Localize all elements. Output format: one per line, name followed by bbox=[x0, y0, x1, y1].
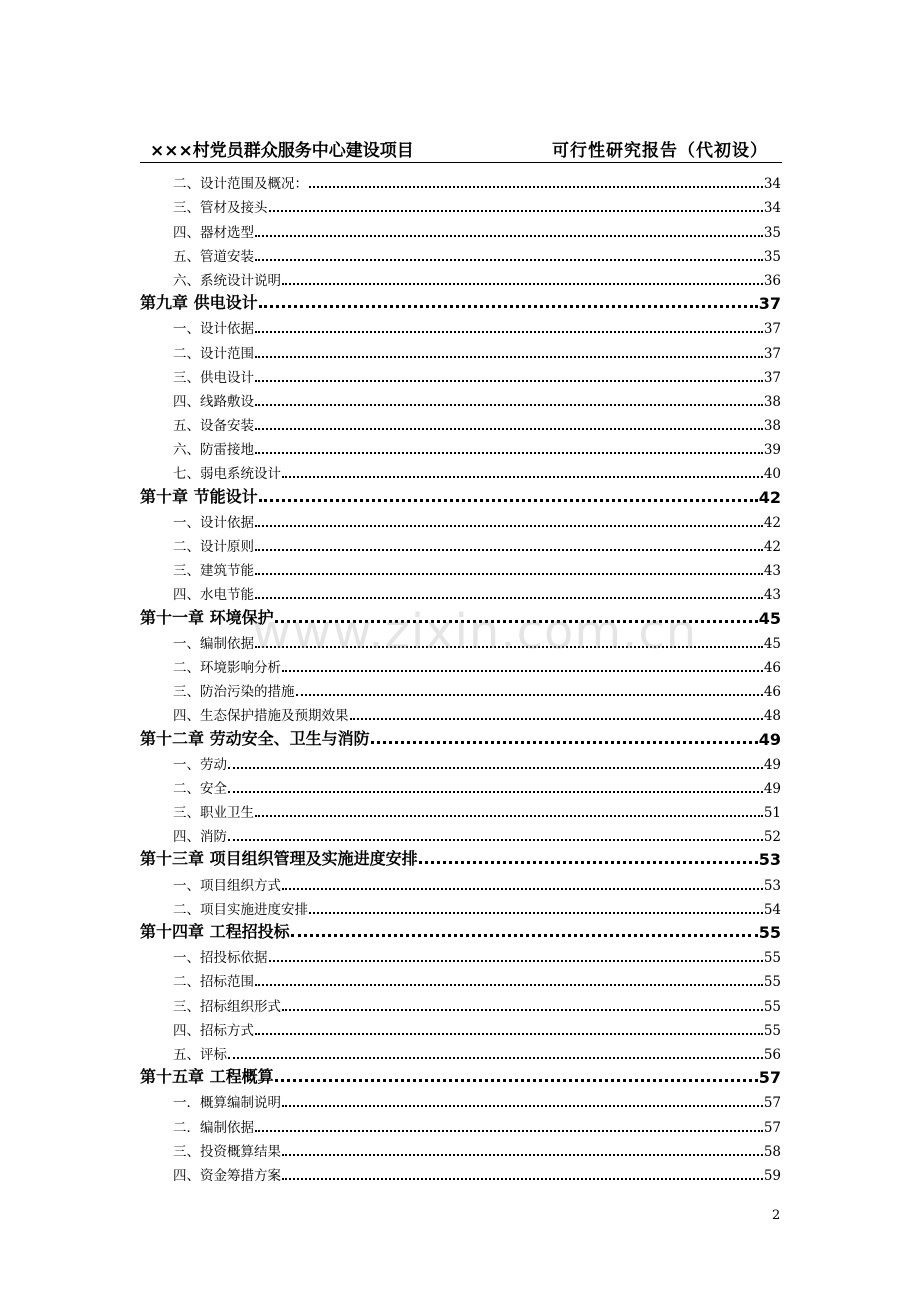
toc-dot-leader bbox=[371, 741, 758, 744]
table-of-contents bbox=[140, 168, 781, 1184]
toc-entry-title: 第十三章 项目组织管理及实施进度安排 bbox=[140, 849, 418, 869]
toc-entry-page: 35 bbox=[763, 248, 781, 265]
toc-dot-leader bbox=[255, 1033, 763, 1035]
toc-entry-page: 53 bbox=[763, 877, 781, 894]
toc-section-entry[interactable] bbox=[140, 1015, 781, 1039]
toc-section-entry[interactable] bbox=[140, 265, 781, 289]
toc-dot-leader bbox=[255, 428, 763, 430]
toc-entry-page: 34 bbox=[763, 176, 781, 193]
toc-dot-leader bbox=[282, 670, 763, 672]
toc-chapter-entry[interactable] bbox=[140, 845, 781, 869]
toc-section-entry[interactable] bbox=[140, 579, 781, 603]
toc-entry-page: 45 bbox=[763, 635, 781, 652]
toc-entry-page: 55 bbox=[758, 923, 781, 942]
toc-entry-title: 四、资金筹措方案 bbox=[173, 1167, 281, 1184]
toc-entry-page: 35 bbox=[763, 224, 781, 241]
toc-section-entry[interactable] bbox=[140, 531, 781, 555]
toc-entry-title: 三、招标组织形式 bbox=[173, 998, 281, 1015]
toc-entry-page: 49 bbox=[763, 780, 781, 797]
toc-section-entry[interactable] bbox=[140, 458, 781, 482]
toc-entry-title: 一、设计依据 bbox=[173, 514, 254, 531]
toc-section-entry[interactable] bbox=[140, 410, 781, 434]
toc-entry-page: 52 bbox=[763, 829, 781, 846]
toc-chapter-entry[interactable] bbox=[140, 724, 781, 748]
toc-section-entry[interactable] bbox=[140, 1087, 781, 1111]
toc-section-entry[interactable] bbox=[140, 168, 781, 192]
toc-dot-leader bbox=[309, 912, 763, 914]
toc-entry-title: 三、职业卫生 bbox=[173, 805, 254, 822]
toc-entry-title: 四、线路敷设 bbox=[173, 393, 254, 410]
toc-dot-leader bbox=[419, 861, 758, 864]
toc-chapter-entry[interactable] bbox=[140, 1063, 781, 1087]
toc-entry-title: 第十五章 工程概算 bbox=[140, 1067, 274, 1087]
toc-section-entry[interactable] bbox=[140, 434, 781, 458]
toc-dot-leader bbox=[255, 259, 763, 261]
toc-section-entry[interactable] bbox=[140, 386, 781, 410]
toc-entry-page: 34 bbox=[763, 200, 781, 217]
toc-section-entry[interactable] bbox=[140, 894, 781, 918]
toc-section-entry[interactable] bbox=[140, 337, 781, 361]
toc-dot-leader bbox=[269, 210, 763, 212]
toc-entry-title: 第十章 节能设计 bbox=[140, 486, 258, 506]
toc-dot-leader bbox=[275, 1079, 758, 1082]
toc-entry-page: 55 bbox=[763, 950, 781, 967]
toc-entry-page: 42 bbox=[763, 514, 781, 531]
toc-section-entry[interactable] bbox=[140, 749, 781, 773]
toc-entry-page: 59 bbox=[763, 1167, 781, 1184]
toc-dot-leader bbox=[255, 356, 763, 358]
toc-chapter-entry[interactable] bbox=[140, 482, 781, 506]
toc-section-entry[interactable] bbox=[140, 216, 781, 240]
toc-dot-leader bbox=[350, 718, 763, 720]
toc-entry-page: 57 bbox=[763, 1095, 781, 1112]
toc-entry-page: 58 bbox=[763, 1143, 781, 1160]
toc-dot-leader bbox=[255, 597, 763, 599]
toc-entry-title: 七、弱电系统设计 bbox=[173, 466, 281, 483]
toc-entry-title: 三、建筑节能 bbox=[173, 563, 254, 580]
toc-entry-title: 第十四章 工程招投标 bbox=[140, 922, 290, 941]
page-header bbox=[140, 132, 782, 163]
toc-section-entry[interactable] bbox=[140, 869, 781, 893]
toc-section-entry[interactable] bbox=[140, 1111, 781, 1135]
toc-dot-leader bbox=[255, 452, 763, 454]
toc-entry-page: 53 bbox=[758, 850, 781, 870]
toc-entry-title: 五、管道安装 bbox=[173, 248, 254, 265]
toc-dot-leader bbox=[282, 1105, 763, 1107]
toc-entry-page: 37 bbox=[763, 321, 781, 338]
toc-entry-page: 57 bbox=[763, 1119, 781, 1136]
toc-entry-page: 55 bbox=[763, 998, 781, 1015]
toc-section-entry[interactable] bbox=[140, 1039, 781, 1063]
toc-dot-leader bbox=[282, 283, 763, 285]
toc-entry-page: 37 bbox=[763, 345, 781, 362]
toc-entry-title: 二、设计范围 bbox=[173, 345, 254, 362]
toc-dot-leader bbox=[255, 404, 763, 406]
toc-entry-page: 40 bbox=[763, 466, 781, 483]
toc-dot-leader bbox=[255, 525, 763, 527]
toc-section-entry[interactable] bbox=[140, 1136, 781, 1160]
toc-entry-title: 二、设计原则 bbox=[173, 539, 254, 555]
toc-entry-page: 42 bbox=[763, 539, 781, 555]
watermark: www.zixin.com.cn bbox=[252, 604, 698, 660]
toc-dot-leader bbox=[275, 620, 758, 623]
toc-entry-page: 49 bbox=[763, 756, 781, 773]
toc-dot-leader bbox=[282, 888, 763, 890]
toc-entry-page: 55 bbox=[763, 1022, 781, 1039]
toc-section-entry[interactable] bbox=[140, 652, 781, 676]
header-report-title: 可行性研究报告（代初设） bbox=[552, 141, 768, 161]
toc-entry-page: 42 bbox=[758, 487, 781, 507]
toc-entry-title: 二、项目实施进度安排 bbox=[173, 901, 308, 918]
toc-section-entry[interactable] bbox=[140, 313, 781, 337]
toc-entry-title: 二、设计范围及概况： bbox=[173, 176, 308, 193]
toc-entry-title: 三、防治污染的措施 bbox=[173, 684, 295, 701]
toc-entry-page: 55 bbox=[763, 974, 781, 991]
toc-entry-title: 二．编制依据 bbox=[173, 1119, 254, 1136]
toc-entry-page: 54 bbox=[763, 901, 781, 918]
toc-dot-leader bbox=[259, 305, 758, 308]
toc-entry-title: 第十二章 劳动安全、卫生与消防 bbox=[140, 728, 370, 748]
toc-section-entry[interactable] bbox=[140, 1160, 781, 1184]
toc-entry-page: 45 bbox=[758, 608, 781, 628]
toc-section-entry[interactable] bbox=[140, 628, 781, 652]
toc-dot-leader bbox=[291, 934, 758, 937]
toc-dot-leader bbox=[228, 767, 763, 769]
toc-entry-title: 六、防雷接地 bbox=[173, 442, 254, 459]
toc-section-entry[interactable] bbox=[140, 773, 781, 797]
toc-entry-page: 46 bbox=[763, 684, 781, 701]
toc-entry-title: 四、生态保护措施及预期效果 bbox=[173, 708, 349, 725]
toc-section-entry[interactable] bbox=[140, 966, 781, 990]
toc-section-entry[interactable] bbox=[140, 362, 781, 386]
toc-dot-leader bbox=[296, 694, 763, 696]
toc-dot-leader bbox=[282, 1178, 763, 1180]
toc-chapter-entry[interactable] bbox=[140, 603, 781, 627]
toc-entry-page: 57 bbox=[758, 1068, 781, 1088]
toc-section-entry[interactable] bbox=[140, 555, 781, 579]
toc-entry-page: 49 bbox=[758, 729, 781, 749]
toc-dot-leader bbox=[255, 380, 763, 382]
toc-dot-leader bbox=[255, 815, 763, 817]
toc-entry-title: 第九章 供电设计 bbox=[140, 293, 258, 313]
toc-entry-title: 四、招标方式 bbox=[173, 1022, 254, 1039]
toc-entry-title: 四、水电节能 bbox=[173, 587, 254, 604]
page-number: 2 bbox=[772, 1208, 781, 1223]
toc-dot-leader bbox=[309, 186, 763, 188]
header-project-title: ×××村党员群众服务中心建设项目 bbox=[150, 141, 414, 161]
toc-entry-page: 51 bbox=[763, 805, 781, 822]
toc-section-entry[interactable] bbox=[140, 700, 781, 724]
toc-entry-page: 48 bbox=[763, 708, 781, 725]
toc-entry-title: 一、劳动 bbox=[173, 756, 227, 773]
toc-dot-leader bbox=[255, 331, 763, 333]
toc-section-entry[interactable] bbox=[140, 821, 781, 845]
toc-dot-leader bbox=[255, 573, 763, 575]
toc-entry-page: 56 bbox=[763, 1046, 781, 1063]
toc-section-entry[interactable] bbox=[140, 676, 781, 700]
toc-entry-title: 五、评标 bbox=[173, 1046, 227, 1063]
toc-dot-leader bbox=[255, 646, 763, 648]
toc-entry-title: 一、项目组织方式 bbox=[173, 877, 281, 894]
toc-entry-title: 第十一章 环境保护 bbox=[140, 607, 274, 627]
toc-dot-leader bbox=[255, 1130, 763, 1132]
toc-dot-leader bbox=[282, 1009, 763, 1011]
toc-section-entry[interactable] bbox=[140, 192, 781, 216]
toc-dot-leader bbox=[228, 839, 763, 841]
toc-entry-title: 一、招投标依据 bbox=[173, 950, 268, 967]
toc-entry-page: 46 bbox=[763, 659, 781, 676]
toc-entry-title: 二、安全 bbox=[173, 780, 227, 797]
toc-section-entry[interactable] bbox=[140, 942, 781, 966]
toc-entry-title: 四、消防 bbox=[173, 829, 227, 846]
toc-dot-leader bbox=[255, 235, 763, 237]
toc-entry-title: 二、招标范围 bbox=[173, 974, 254, 991]
toc-dot-leader bbox=[228, 1057, 763, 1059]
toc-entry-title: 三、投资概算结果 bbox=[173, 1143, 281, 1160]
toc-entry-page: 36 bbox=[763, 272, 781, 289]
toc-dot-leader bbox=[255, 984, 763, 986]
toc-dot-leader bbox=[259, 499, 758, 502]
toc-dot-leader bbox=[228, 791, 763, 793]
toc-entry-title: 五、设备安装 bbox=[173, 418, 254, 435]
toc-chapter-entry[interactable] bbox=[140, 289, 781, 313]
toc-section-entry[interactable] bbox=[140, 241, 781, 265]
toc-section-entry[interactable] bbox=[140, 797, 781, 821]
toc-dot-leader bbox=[282, 476, 763, 478]
toc-section-entry[interactable] bbox=[140, 990, 781, 1014]
toc-entry-page: 37 bbox=[763, 369, 781, 386]
toc-entry-page: 38 bbox=[763, 418, 781, 435]
toc-entry-page: 38 bbox=[763, 393, 781, 410]
toc-entry-page: 43 bbox=[763, 587, 781, 604]
toc-entry-title: 一、编制依据 bbox=[173, 635, 254, 652]
toc-entry-title: 一、设计依据 bbox=[173, 321, 254, 338]
toc-entry-page: 39 bbox=[763, 442, 781, 459]
toc-dot-leader bbox=[255, 549, 763, 551]
toc-entry-page: 43 bbox=[763, 563, 781, 580]
toc-dot-leader bbox=[269, 960, 763, 962]
toc-entry-title: 六、系统设计说明 bbox=[173, 272, 281, 289]
toc-entry-title: 一．概算编制说明 bbox=[173, 1095, 281, 1112]
toc-entry-title: 三、供电设计 bbox=[173, 369, 254, 386]
toc-chapter-entry[interactable] bbox=[140, 918, 781, 942]
toc-dot-leader bbox=[282, 1154, 763, 1156]
toc-entry-title: 二、环境影响分析 bbox=[173, 659, 281, 676]
toc-entry-title: 四、器材选型 bbox=[173, 224, 254, 241]
toc-section-entry[interactable] bbox=[140, 507, 781, 531]
toc-entry-title: 三、管材及接头 bbox=[173, 200, 268, 217]
toc-entry-page: 37 bbox=[758, 294, 781, 314]
